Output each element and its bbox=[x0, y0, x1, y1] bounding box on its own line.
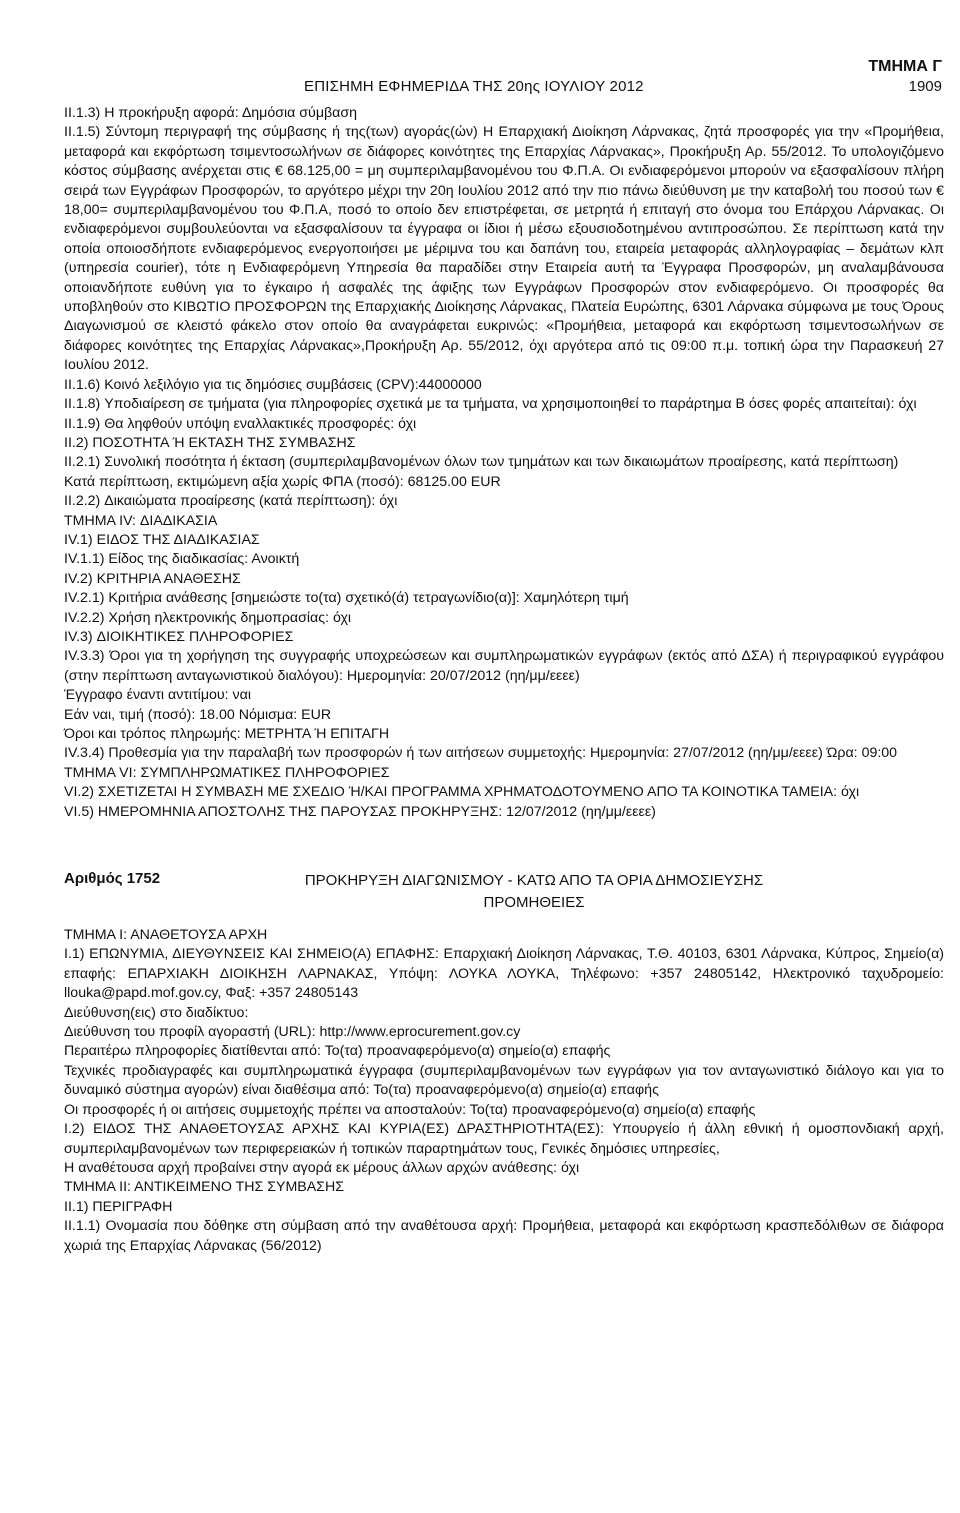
paragraph: Όροι και τρόπος πληρωμής: ΜΕΤΡΗΤΑ Ή ΕΠΙΤΑΓΗ bbox=[64, 726, 390, 742]
paragraph: II.1.9) Θα ληφθούν υπόψη εναλλακτικές προσφορές: όχι bbox=[64, 415, 417, 432]
paragraph: Κατά περίπτωση, εκτιμώμενη αξία χωρίς ΦΠΑ (ποσό): 68125.00 EUR bbox=[64, 473, 501, 490]
announcement-title bbox=[164, 870, 904, 914]
announcement-header bbox=[64, 848, 944, 926]
heading: II.2) ΠΟΣΟΤΗΤΑ Ή ΕΚΤΑΣΗ ΤΗΣ ΣΥΜΒΑΣΗΣ bbox=[64, 434, 356, 451]
heading: IV.3) ΔΙΟΙΚΗΤΙΚΕΣ ΠΛΗΡΟΦΟΡΙΕΣ bbox=[64, 628, 294, 645]
paragraph: II.1.5) Σύντομη περιγραφή της σύμβασης ή της(των) αγοράς(ών) Η Επαρχιακή Διοίκηση Λάρνακας, ζητά προσφορές για την «Προμήθεια, μεταφορά και εκφόρτωση τσιμεντοσωλήνων σε διάφορες κοινότητες της Επαρχίας Λάρνακας», Προκήρυξη Αρ. 55/2012. Το υπολογιζόμενο κόστος σύμβασης ανέρχεται στις € 68.125,00 = μη συμπεριλαμβανομένου του Φ.Π.Α. Οι ενδιαφερόμενοι μπορούν να εξασφαλίσουν πλήρη σειρά των Εγγράφων Προσφορών, το αργότερο μέχρι την 20η Ιουλίου 2012 από την πιο πάνω διεύθυνση με την καταβολή του ποσού των € 18,00= συμπεριλαμβανομένου του Φ.Π.Α, ποσό το οποίο δεν επιστρέφεται, σε μετρητά ή επιταγή στο όνομα του Επάρχου Λάρνακας. Οι ενδιαφερόμενοι συμβουλεύονται να εξασφαλίσουν τα έγγραφα οι ίδιοι ή μέσω εξουσιοδοτημένου αντιπροσώπου. Σε περίπτωση κατά την οποία οποιοσδήποτε ενδιαφερόμενος ενεργοποιήσει με μέριμνα του και δαπάνη του, εταιρεία μεταφοράς αλληλογραφίας – δεμάτων κλπ (υπηρεσία courier), τότε η Ενδιαφερόμενη Υπηρεσία θα παραδίδει στην Εταιρεία αυτή τα Έγγραφα Προσφορών, μη αναλαμβάνουσα οποιανδήποτε ευθύνη για το έγκαιρο ή ασφαλές της άφιξης των Εγγράφων Προσφορών στον ενδιαφερόμενο. Οι προσφορές θα υποβληθούν στο ΚΙΒΩΤΙΟ ΠΡΟΣΦΟΡΩΝ της Επαρχιακής Διοίκησης Λάρνακας, Πλατεία Ευρώπης, 6301 Λάρνακα σύμφωνα με τους Όρους Διαγωνισμού σε κλειστό φάκελο στον οποίο θα αναγράφεται ευκρινώς: «Προμήθεια, μεταφορά και εκφόρτωση τσιμεντοσωλήνων σε διάφορες κοινότητες της Επαρχίας Λάρνακας»,Προκήρυξη Αρ. 55/2012, όχι αργότερα από τις 09:00 π.μ. τοπική ώρα την Παρασκευή 27 Ιουλίου 2012. bbox=[64, 124, 944, 374]
heading: ΤΜΗΜΑ VI: ΣΥΜΠΛΗΡΩΜΑΤΙΚΕΣ ΠΛΗΡΟΦΟΡΙΕΣ bbox=[64, 764, 390, 781]
paragraph: IV.3.3) Όροι για τη χορήγηση της συγγραφής υποχρεώσεων και συμπληρωματικών εγγράφων (εκτός από ΔΣΑ) ή περιγραφικού εγγράφου (στην περίπτωση ανταγωνιστικού διαλόγου): Ημερομηνία: 20/07/2012 (ηη/μμ/εεεε) bbox=[64, 648, 944, 684]
paragraph: VI.5) ΗΜΕΡΟΜΗΝΙΑ ΑΠΟΣΤΟΛΗΣ ΤΗΣ ΠΑΡΟΥΣΑΣ ΠΡΟΚΗΡΥΞΗΣ: 12/07/2012 (ηη/μμ/εεεε) bbox=[64, 803, 656, 820]
heading: ΤΜΗΜΑ Ι: ΑΝΑΘΕΤΟΥΣΑ ΑΡΧΗ bbox=[64, 927, 268, 944]
paragraph: IV.2.1) Κριτήρια ανάθεσης [σημειώστε το(τα) σχετικό(ά) τετραγωνίδιο(α)]: Χαμηλότερη τιμή bbox=[64, 590, 629, 607]
paragraph: VI.2) ΣΧΕΤΙΖΕΤΑΙ Η ΣΥΜΒΑΣΗ ΜΕ ΣΧΕΔΙΟ Ή/ΚΑΙ ΠΡΟΓΡΑΜΜΑ ΧΡΗΜΑΤΟΔΟΤΟΥΜΕΝΟ ΑΠΟ ΤΑ ΚΟΙΝΟΤΙΚΑ ΤΑΜΕΙΑ: όχι bbox=[64, 784, 860, 801]
paragraph: II.1.6) Κοινό λεξιλόγιο για τις δημόσιες συμβάσεις (CPV):44000000 bbox=[64, 376, 482, 393]
section-label: ΤΜΗΜΑ Γ bbox=[868, 58, 942, 75]
paragraph: IV.3.4) Προθεσμία για την παραλαβή των προσφορών ή των αιτήσεων συμμετοχής: Ημερομηνία: 27/07/2012 (ηη/μμ/εεεε) Ώρα: 09:00 bbox=[64, 745, 898, 762]
heading: ΤΜΗΜΑ IV: ΔΙΑΔΙΚΑΣΙΑ bbox=[64, 512, 218, 529]
paragraph: IV.2.2) Χρήση ηλεκτρονικής δημοπρασίας: όχι bbox=[64, 609, 352, 626]
notice-part-2 bbox=[64, 926, 944, 1256]
paragraph: Ι.2) ΕΙΔΟΣ ΤΗΣ ΑΝΑΘΕΤΟΥΣΑΣ ΑΡΧΗΣ ΚΑΙ ΚΥΡΙΑ(ΕΣ) ΔΡΑΣΤΗΡΙΟΤΗΤΑ(ΕΣ): Υπουργείο ή άλλη εθνική ή ομοσπονδιακή αρχή, συμπεριλαμβανομένων των περιφερειακών ή τοπικών παραρτημάτων τους, Γενικές δημόσιες υπηρεσίες, bbox=[64, 1121, 944, 1157]
paragraph: II.1.3) Η προκήρυξη αφορά: Δημόσια σύμβαση bbox=[64, 105, 357, 121]
paragraph: Διεύθυνση του προφίλ αγοραστή (URL): http://www.eprocurement.gov.cy bbox=[64, 1024, 521, 1041]
paragraph: Έγγραφο έναντι αντιτίμου: ναι bbox=[64, 687, 251, 704]
gazette-page bbox=[64, 56, 944, 1256]
heading: ΙΙ.1) ΠΕΡΙΓΡΑΦΗ bbox=[64, 1198, 173, 1215]
paragraph: Ι.1) ΕΠΩΝΥΜΙΑ, ΔΙΕΥΘΥΝΣΕΙΣ ΚΑΙ ΣΗΜΕΙΟ(Α) ΕΠΑΦΗΣ: Επαρχιακή Διοίκηση Λάρνακας, Τ.Θ. 40103, 6301 Λάρνακα, Κύπρος, Σημείο(α) επαφής: ΕΠΑΡΧΙΑΚΗ ΔΙΟΙΚΗΣΗ ΛΑΡΝΑΚΑΣ, Υπόψη: ΛΟΥΚΑ ΛΟΥΚΑ, Τηλέφωνο: +357 24805142, Ηλεκτρονικό ταχυδρομείο: lloukа@papd.mof.gov.cy, Φαξ: +357 24805143 bbox=[64, 946, 944, 1002]
page-header bbox=[64, 56, 944, 104]
paragraph: IV.1.1) Είδος της διαδικασίας: Ανοικτή bbox=[64, 551, 300, 568]
paragraph: II.1.8) Υποδιαίρεση σε τμήματα (για πληροφορίες σχετικά με τα τμήματα, να χρησιμοποιηθεί το παράρτημα Β όσες φορές απαιτείται): όχι bbox=[64, 396, 917, 413]
paragraph: Οι προσφορές ή οι αιτήσεις συμμετοχής πρέπει να αποσταλούν: Το(τα) προαναφερόμενο(α) σημείο(α) επαφής bbox=[64, 1101, 756, 1118]
page-number: 1909 bbox=[908, 78, 942, 95]
announcement-number: Αριθμός 1752 bbox=[64, 870, 161, 888]
paragraph: Περαιτέρω πληροφορίες διατίθενται από: Το(τα) προαναφερόμενο(α) σημείο(α) επαφής bbox=[64, 1043, 611, 1060]
heading: ΤΜΗΜΑ ΙΙ: ΑΝΤΙΚΕΙΜΕΝΟ ΤΗΣ ΣΥΜΒΑΣΗΣ bbox=[64, 1179, 344, 1196]
heading: IV.1) ΕΙΔΟΣ ΤΗΣ ΔΙΑΔΙΚΑΣΙΑΣ bbox=[64, 531, 260, 548]
paragraph: Εάν ναι, τιμή (ποσό): 18.00 Νόμισμα: EUR bbox=[64, 706, 332, 723]
notice-part-1 bbox=[64, 104, 944, 822]
paragraph: Η αναθέτουσα αρχή προβαίνει στην αγορά εκ μέρους άλλων αρχών ανάθεσης: όχι bbox=[64, 1159, 580, 1176]
gazette-title: ΕΠΙΣΗΜΗ ΕΦΗΜΕΡΙΔΑ ΤΗΣ 20ης ΙΟΥΛΙΟΥ 2012 bbox=[304, 78, 644, 95]
paragraph: II.2.2) Δικαιώματα προαίρεσης (κατά περίπτωση): όχι bbox=[64, 493, 398, 510]
paragraph: Τεχνικές προδιαγραφές και συμπληρωματικά έγγραφα (συμπεριλαμβανομένων των εγγράφων για τον ανταγωνιστικό διάλογο και για το δυναμικό σύστημα αγορών) είναι διαθέσιμα από: Το(τα) προαναφερόμενο(α) σημείο(α) επαφής bbox=[64, 1062, 944, 1099]
announcement-title-line: ΠΡΟΚΗΡΥΞΗ ΔΙΑΓΩΝΙΣΜΟΥ - ΚΑΤΩ ΑΠΟ ΤΑ ΟΡΙΑ ΔΗΜΟΣΙΕΥΣΗΣ bbox=[304, 872, 764, 890]
paragraph: Διεύθυνση(εις) στο διαδίκτυο: bbox=[64, 1004, 249, 1021]
announcement-title-line: ΠΡΟΜΗΘΕΙΕΣ bbox=[483, 894, 585, 912]
heading: IV.2) ΚΡΙΤΗΡΙΑ ΑΝΑΘΕΣΗΣ bbox=[64, 570, 241, 587]
paragraph: II.2.1) Συνολική ποσότητα ή έκταση (συμπεριλαμβανομένων όλων των τμημάτων και των δικαιωμάτων προαίρεσης, κατά περίπτωση) bbox=[64, 454, 899, 471]
paragraph: ΙΙ.1.1) Ονομασία που δόθηκε στη σύμβαση από την αναθέτουσα αρχή: Προμήθεια, μεταφορά και εκφόρτωση κρασπεδόλιθων σε διάφορα χωριά της Επαρχίας Λάρνακας (56/2012) bbox=[64, 1218, 944, 1254]
